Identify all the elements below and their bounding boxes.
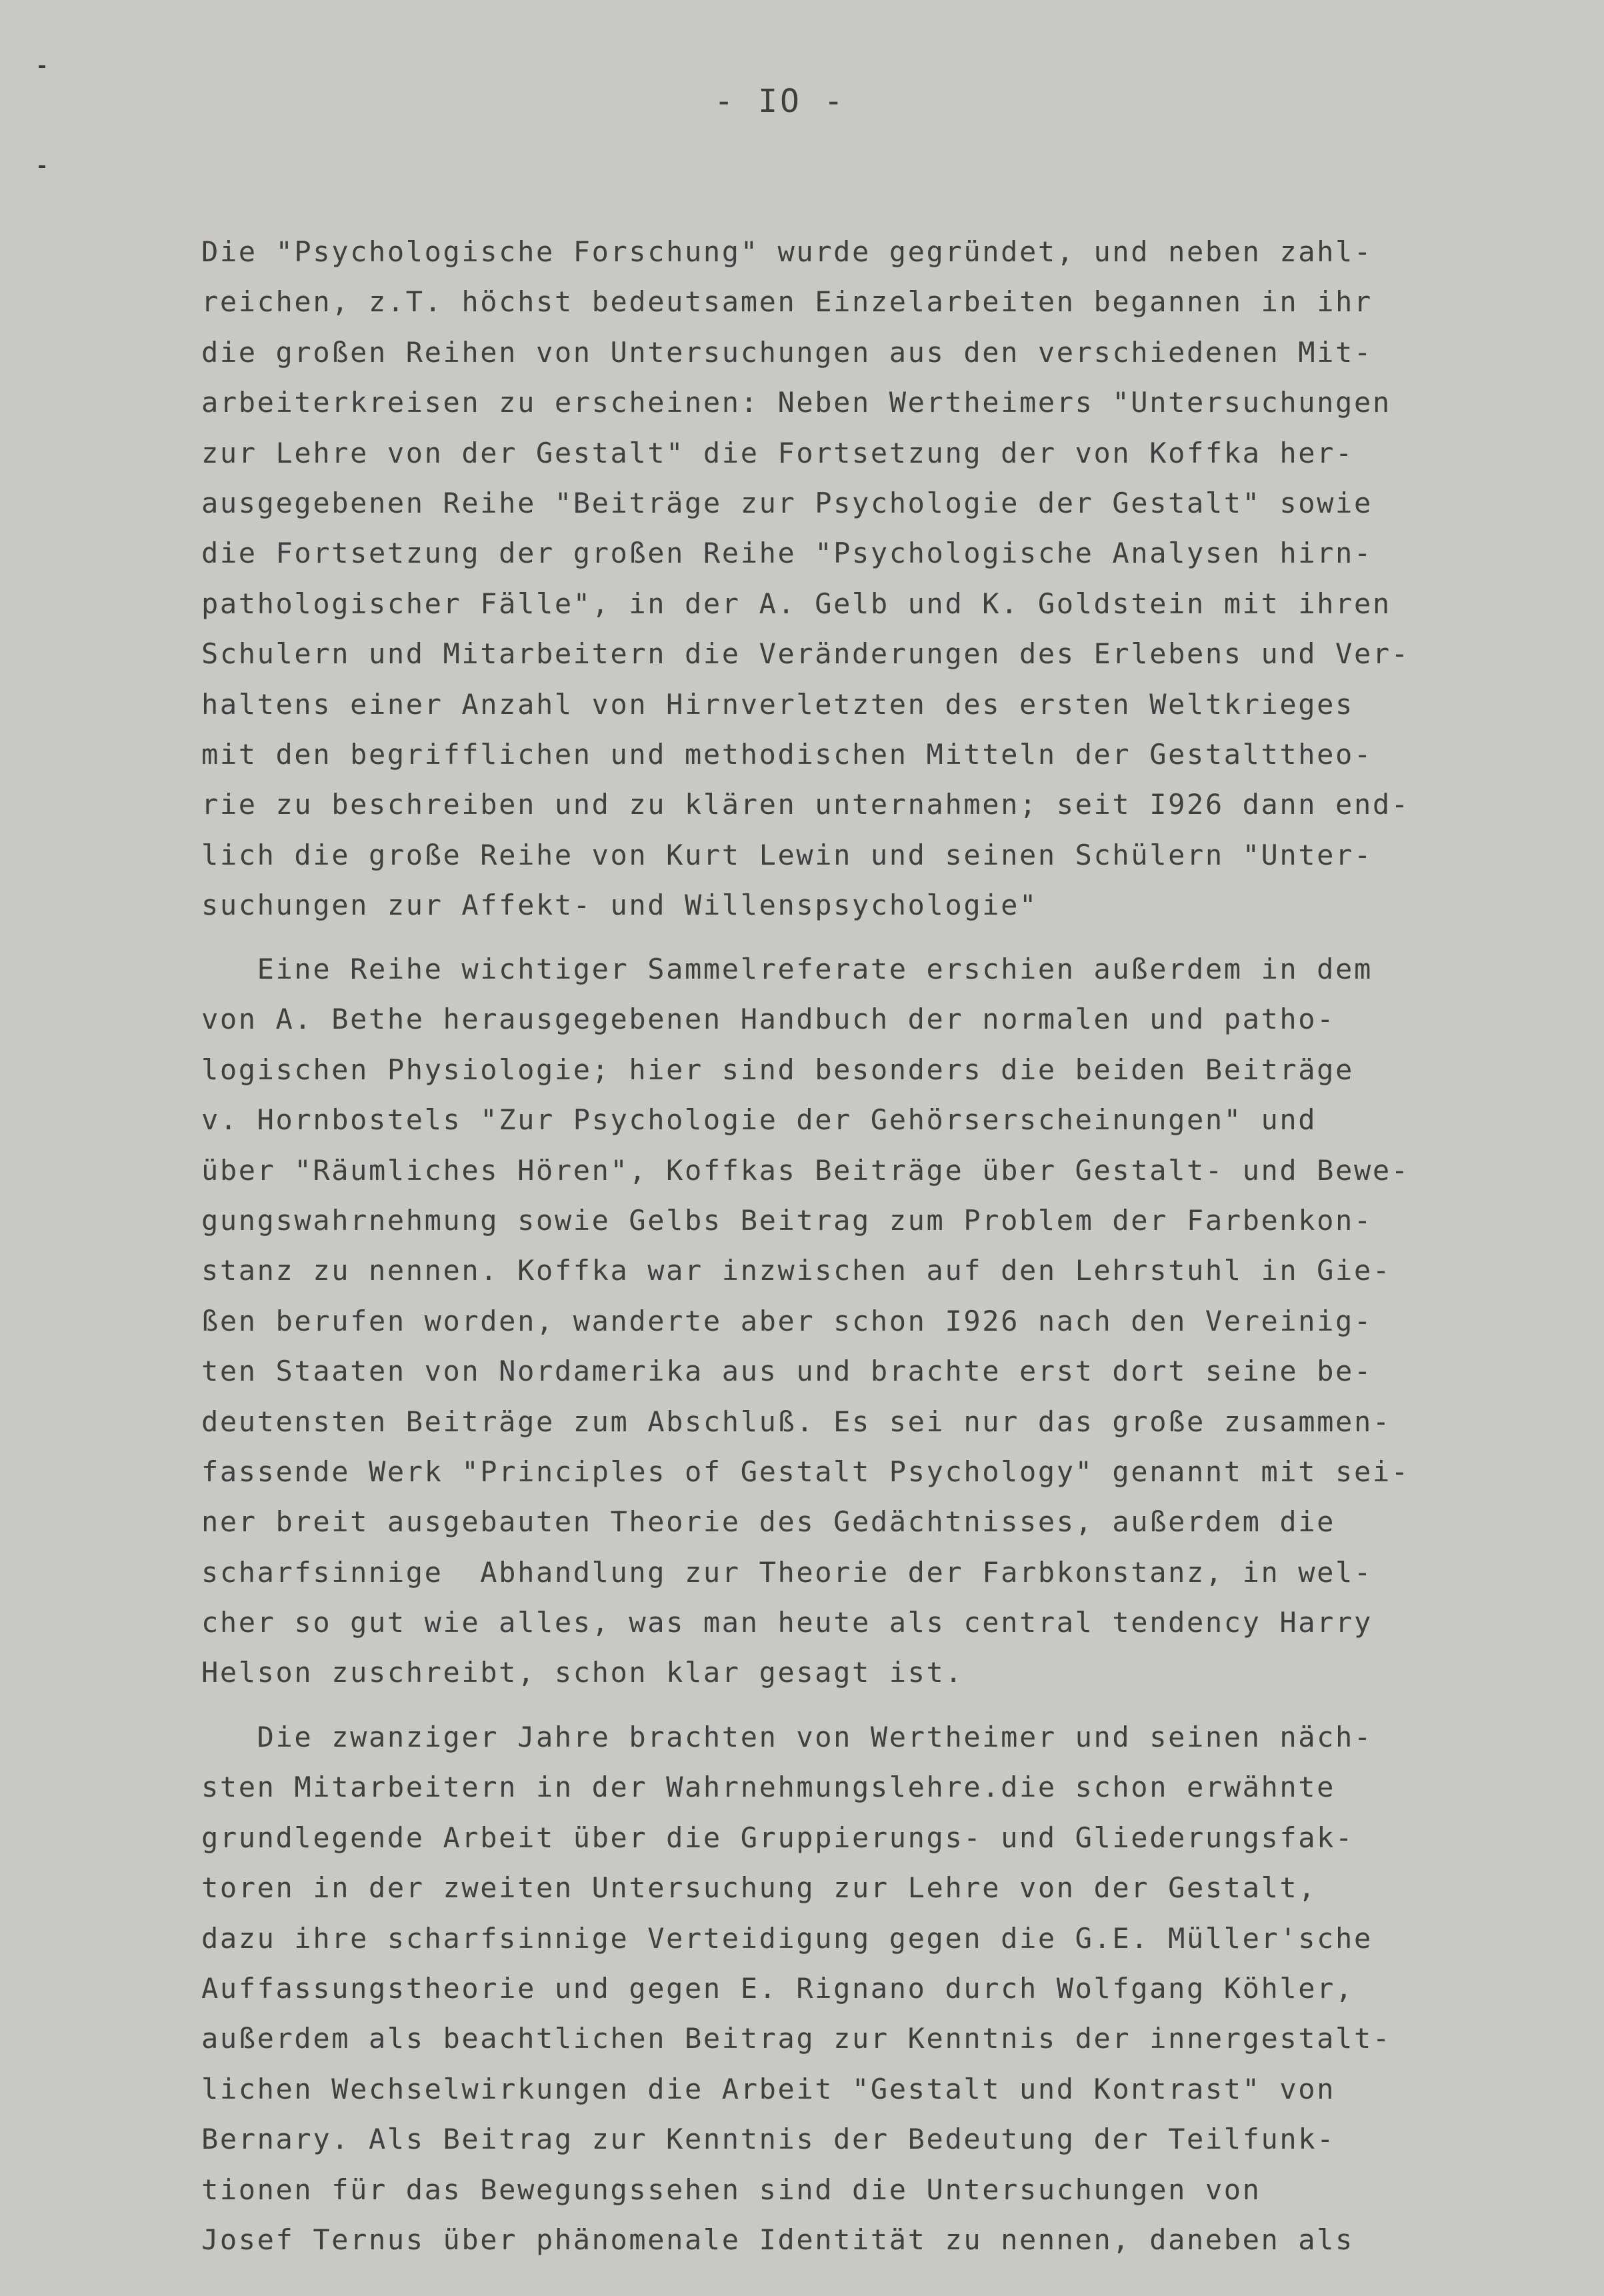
margin-mark-middle	[39, 165, 45, 168]
text-line: tionen für das Bewegungssehen sind die Untersuchungen von	[201, 2173, 1261, 2206]
text-line: v. Hornbostels "Zur Psychologie der Gehörserscheinungen" und	[201, 1103, 1317, 1137]
text-line: über "Räumliches Hören", Koffkas Beiträge über Gestalt- und Bewe-	[201, 1153, 1410, 1187]
text-line: logischen Physiologie; hier sind besonders die beiden Beiträge	[201, 1053, 1354, 1086]
text-line: fassende Werk "Principles of Gestalt Psychology" genannt mit sei-	[201, 1455, 1410, 1488]
text-line: rie zu beschreiben und zu klären unternahmen; seit I926 dann end-	[201, 788, 1410, 821]
text-line: ßen berufen worden, wanderte aber schon I926 nach den Vereinig-	[201, 1304, 1373, 1337]
margin-mark-top	[39, 65, 45, 68]
text-line: außerdem als beachtlichen Beitrag zur Kenntnis der innergestalt-	[201, 2022, 1391, 2055]
text-line: zur Lehre von der Gestalt" die Fortsetzung der von Koffka her-	[201, 436, 1354, 469]
text-line: Josef Ternus über phänomenale Identität zu nennen, daneben als	[201, 2223, 1354, 2256]
text-line: Die zwanziger Jahre brachten von Wertheimer und seinen näch-	[201, 1721, 1373, 1753]
text-line: reichen, z.T. höchst bedeutsamen Einzelarbeiten begannen in ihr	[201, 285, 1373, 319]
text-line: mit den begrifflichen und methodischen Mitteln der Gestalttheo-	[201, 737, 1373, 771]
text-line: die großen Reihen von Untersuchungen aus den verschiedenen Mit-	[201, 335, 1373, 369]
text-line: lichen Wechselwirkungen die Arbeit "Gestalt und Kontrast" von	[201, 2072, 1336, 2105]
text-line: toren in der zweiten Untersuchung zur Lehre von der Gestalt,	[201, 1871, 1317, 1905]
text-line: dazu ihre scharfsinnige Verteidigung gegen die G.E. Müller'sche	[201, 1921, 1373, 1955]
text-line: Helson zuschreibt, schon klar gesagt ist.	[201, 1656, 964, 1689]
text-line: ner breit ausgebauten Theorie des Gedächtnisses, außerdem die	[201, 1505, 1336, 1539]
text-line: Eine Reihe wichtiger Sammelreferate erschien außerdem in dem	[201, 953, 1373, 985]
text-line: Die "Psychologische Forschung" wurde gegründet, und neben zahl-	[201, 235, 1373, 268]
text-line: Auffassungstheorie und gegen E. Rignano durch Wolfgang Köhler,	[201, 1971, 1354, 2005]
text-line: gungswahrnehmung sowie Gelbs Beitrag zum Problem der Farbenkon-	[201, 1203, 1373, 1237]
text-line: Schulern und Mitarbeitern die Veränderungen des Erlebens und Ver-	[201, 637, 1410, 671]
paragraph-1	[201, 227, 1548, 930]
text-line: Bernary. Als Beitrag zur Kenntnis der Bedeutung der Teilfunk-	[201, 2123, 1336, 2156]
text-line: cher so gut wie alles, was man heute als central tendency Harry	[201, 1606, 1373, 1639]
text-line: ten Staaten von Nordamerika aus und brachte erst dort seine be-	[201, 1355, 1373, 1388]
text-line: arbeiterkreisen zu erscheinen: Neben Wertheimers "Untersuchungen	[201, 386, 1391, 419]
text-line: grundlegende Arbeit über die Gruppierungs- und Gliederungsfak-	[201, 1821, 1354, 1854]
text-line: sten Mitarbeitern in der Wahrnehmungslehre.die schon erwähnte	[201, 1771, 1336, 1804]
text-line: suchungen zur Affekt- und Willenspsychologie"	[201, 889, 1038, 922]
text-line: pathologischer Fälle", in der A. Gelb und K. Goldstein mit ihren	[201, 587, 1391, 620]
paragraph-3	[201, 1712, 1548, 2265]
text-line: deutensten Beiträge zum Abschluß. Es sei nur das große zusammen-	[201, 1405, 1391, 1438]
text-line: lich die große Reihe von Kurt Lewin und seinen Schülern "Unter-	[201, 838, 1373, 871]
paragraph-2	[201, 944, 1548, 1698]
text-line: haltens einer Anzahl von Hirnverletzten des ersten Weltkrieges	[201, 687, 1354, 721]
text-line: von A. Bethe herausgegebenen Handbuch der normalen und patho-	[201, 1003, 1336, 1036]
page-number: - IO -	[714, 83, 846, 120]
text-line: die Fortsetzung der großen Reihe "Psychologische Analysen hirn-	[201, 537, 1373, 570]
text-line: scharfsinnige Abhandlung zur Theorie der Farbkonstanz, in wel-	[201, 1555, 1373, 1589]
text-line: stanz zu nennen. Koffka war inzwischen auf den Lehrstuhl in Gie-	[201, 1254, 1391, 1287]
text-line: ausgegebenen Reihe "Beiträge zur Psychologie der Gestalt" sowie	[201, 486, 1373, 519]
